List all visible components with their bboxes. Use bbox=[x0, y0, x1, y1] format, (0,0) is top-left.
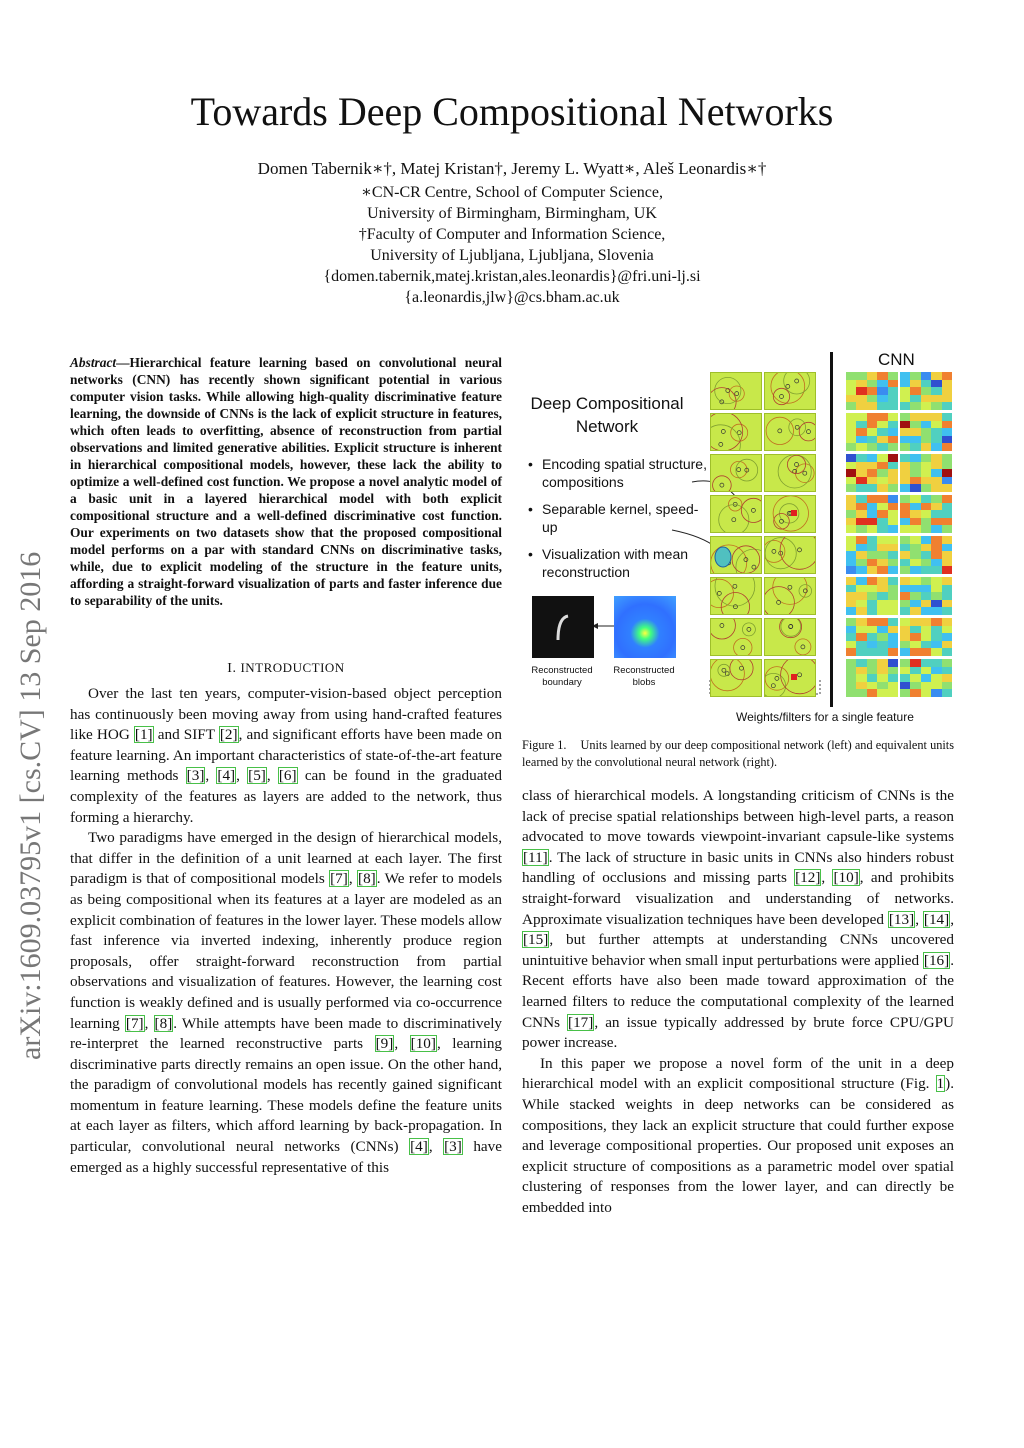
section-title: INTRODUCTION bbox=[240, 660, 345, 675]
citation-link[interactable]: [5] bbox=[248, 767, 266, 785]
affiliation-line: {domen.tabernik,matej.kristan,ales.leonardis}@fri.uni-lj.si bbox=[323, 268, 701, 285]
abstract bbox=[70, 354, 502, 609]
affiliation-line: University of Ljubljana, Ljubljana, Slovenia bbox=[370, 247, 654, 264]
citation-link[interactable]: [12] bbox=[795, 869, 821, 887]
dcn-unit-cell bbox=[710, 413, 762, 451]
figure-heading: Deep Compositional Network bbox=[530, 394, 684, 436]
cnn-filter-cell bbox=[846, 413, 898, 451]
section-number: I. bbox=[227, 661, 237, 676]
cnn-filter-cell bbox=[900, 413, 952, 451]
citation-link[interactable]: [11] bbox=[523, 848, 548, 866]
dcn-unit-cell bbox=[710, 577, 762, 615]
figure-divider bbox=[830, 352, 833, 707]
citation-link[interactable]: 1 bbox=[936, 1075, 945, 1093]
citation-link[interactable]: [2] bbox=[219, 726, 238, 744]
recon-blobs-label: Reconstructed blobs bbox=[613, 665, 675, 688]
citation-link[interactable]: [8] bbox=[154, 1014, 173, 1032]
dcn-unit-cell bbox=[710, 618, 762, 656]
citation-link[interactable]: [3] bbox=[444, 1138, 462, 1156]
abstract-text: —Hierarchical feature learning based on convolutional neural networks (CNN) has recently shown significant potential in various computer vision tasks. While allowing high-quality discriminative feature learning, the downside of CNNs is the lack of explicit structure in features, which often leads to overfitting, absence of reconstruction from partial observations and limited generative abilities. Explicit structure is inherent in hierarchical compositional models, however, these lack the ability to optimize a well-defined cost function. We propose a novel analytic model of a basic unit in a layered hierarchical model with both explicit compositional structure and a well-defined discriminative cost function. Our experiments on two datasets show that the proposed compositional model performs on a par with standard CNNs on discriminative tasks, while, due to explicit modeling of the structure in the feature units, affording a straight-forward visualization of parts and faster inference due to separability of the units. bbox=[70, 355, 502, 608]
dcn-unit-cell bbox=[710, 536, 762, 574]
affiliation-line: University of Birmingham, Birmingham, UK bbox=[367, 205, 657, 222]
affiliations bbox=[0, 182, 1024, 308]
cnn-filter-cell bbox=[900, 495, 952, 533]
affiliation-line: †Faculty of Computer and Information Science, bbox=[358, 226, 666, 243]
cnn-filter-cell bbox=[846, 618, 898, 656]
cnn-filter-cell bbox=[900, 536, 952, 574]
dcn-unit-cell bbox=[764, 659, 816, 697]
reconstructed-boundary-image bbox=[532, 596, 594, 658]
dcn-unit-cell bbox=[764, 413, 816, 451]
dcn-unit-cell bbox=[764, 495, 816, 533]
cnn-filter-cell bbox=[846, 454, 898, 492]
citation-link[interactable]: [10] bbox=[410, 1035, 436, 1053]
cnn-filter-cell bbox=[900, 659, 952, 697]
intro-right-paragraph: class of hierarchical models. A longstanding criticism of CNNs is the lack of precise spatial relationships between high-level parts, a reason advocated to move towards viewpoint-invariant capsule-like systems [11]. The lack of structure in basic units in CNNs also hinders robust handling of occlusions and missing parts [12], [10], and prohibits straight-forward visualization and understanding of networks. Approximate visualization techniques have been developed [13], [14], [15], but further attempts at understanding CNNs uncovered unintuitive behavior when small input perturbations were applied [16]. Recent efforts have also been made toward approximation of the learned filters to reduce the computational complexity of the learned CNNs [17], an issue typically addressed by brute force CPU/GPU power increase. bbox=[522, 787, 954, 1052]
dcn-unit-cell bbox=[710, 659, 762, 697]
dcn-unit-cell bbox=[710, 454, 762, 492]
caption-label: Figure 1. bbox=[522, 738, 567, 752]
citation-link[interactable]: [9] bbox=[375, 1035, 394, 1053]
abstract-label: Abstract bbox=[70, 355, 117, 370]
affiliation-line: {a.leonardis,jlw}@cs.bham.ac.uk bbox=[404, 289, 620, 306]
dcn-unit-cell bbox=[764, 536, 816, 574]
citation-link[interactable]: [13] bbox=[888, 910, 915, 928]
dcn-unit-cell bbox=[764, 577, 816, 615]
citation-link[interactable]: [6] bbox=[278, 767, 297, 785]
citation-link[interactable]: [7] bbox=[125, 1014, 144, 1032]
citation-link[interactable]: [17] bbox=[568, 1013, 594, 1031]
weights-label: Weights/filters for a single feature bbox=[736, 710, 914, 724]
cnn-filter-cell bbox=[846, 372, 898, 410]
paper-title: Towards Deep Compositional Networks bbox=[190, 89, 834, 134]
dcn-unit-cell bbox=[710, 495, 762, 533]
cnn-filter-cell bbox=[900, 577, 952, 615]
figure-1 bbox=[522, 350, 962, 735]
intro-left-paragraph: Two paradigms have emerged in the design of hierarchical models, that differ in the definition of a unit learned at each layer. The first paradigm is that of compositional models [7], [8]. We refer to models as being compositional when its features at a layer are modeled as an explicit combination of features in the lower layer. These models allow fast inference via inverted indexing, inherently produce region proposals, offer straight-forward reconstruction from partial observations and visualization of features. However, the learning cost function is weakly defined and is usually performed via co-occurrence learning [7], [8]. While attempts have been made to discriminatively re-interpret the learned reconstructive parts [9], [10], learning discriminative parts directly remains an open issue. On the other hand, the paradigm of convolutional models has recently gained significant momentum in feature learning. These models define the feature units at each layer as filters, which afford learning by back-propagation. In particular, convolutional neural networks (CNNs) [4], [3] have emerged as a highly successful representative of this bbox=[70, 829, 503, 1176]
affiliation-line: ∗CN-CR Centre, School of Computer Science, bbox=[361, 184, 663, 201]
cnn-filter-cell bbox=[900, 454, 952, 492]
figure-bullet: • Visualization with mean reconstruction bbox=[528, 545, 708, 581]
citation-link[interactable]: [4] bbox=[410, 1138, 428, 1156]
recon-boundary-label: Reconstructed boundary bbox=[531, 665, 593, 688]
cnn-filter-cell bbox=[846, 536, 898, 574]
dcn-unit-cell bbox=[764, 618, 816, 656]
citation-link[interactable]: [15] bbox=[523, 931, 549, 949]
cnn-filter-cell bbox=[900, 372, 952, 410]
dcn-unit-cell bbox=[710, 372, 762, 410]
citation-link[interactable]: [7] bbox=[330, 870, 348, 888]
citation-link[interactable]: [8] bbox=[358, 870, 376, 888]
citation-link[interactable]: [10] bbox=[833, 869, 859, 887]
cnn-filter-cell bbox=[900, 618, 952, 656]
cnn-filter-cell bbox=[846, 659, 898, 697]
citation-link[interactable]: [16] bbox=[923, 951, 950, 969]
citation-link[interactable]: [4] bbox=[217, 767, 236, 785]
citation-link[interactable]: [14] bbox=[923, 910, 950, 928]
figure-bullet: • Encoding spatial structure, compositions bbox=[528, 455, 708, 491]
intro-right-column bbox=[522, 786, 954, 1218]
intro-left-paragraph: Over the last ten years, computer-vision-based object perception has continuously been moving away from using hand-crafted features like HOG [1] and SIFT [2], and significant efforts have been made on feature learning. An important characteristics of state-of-the-art feature learning methods [3], [4], [5], [6] can be found in the graduated complexity of the features as layers are added to the network, thus forming a hierarchy. bbox=[70, 685, 502, 826]
cnn-filter-cell bbox=[846, 577, 898, 615]
figure-caption bbox=[522, 737, 954, 771]
section-heading-introduction bbox=[70, 660, 502, 677]
author-list: Domen Tabernik∗†, Matej Kristan†, Jeremy L. Wyatt∗, Aleš Leonardis∗† bbox=[257, 159, 767, 178]
dcn-unit-cell bbox=[764, 454, 816, 492]
cnn-label: CNN bbox=[878, 350, 915, 369]
dcn-unit-cell bbox=[764, 372, 816, 410]
cnn-filter-cell bbox=[846, 495, 898, 533]
caption-text: Units learned by our deep compositional network (left) and equivalent units learned by the convolutional neural network (right). bbox=[522, 738, 954, 769]
arxiv-stamp: arXiv:1609.03795v1 [cs.CV] 13 Sep 2016 bbox=[14, 551, 47, 1060]
figure-bullet: • Separable kernel, speed-up bbox=[528, 500, 708, 536]
citation-link[interactable]: [1] bbox=[134, 726, 153, 744]
intro-right-paragraph: In this paper we propose a novel form of the unit in a deep hierarchical model with an explicit compositional structure (Fig. 1). While stacked weights in deep networks can be considered as compositions, they lack an explicit structure that could further expose and leverage compositional properties. Our proposed unit exposes an explicit structure of compositions as a parametric model over spatial clustering of responses from the lower layer, and can directly be embedded into bbox=[522, 1054, 954, 1216]
citation-link[interactable]: [3] bbox=[186, 767, 205, 785]
intro-left-column bbox=[70, 684, 502, 1178]
reconstructed-blobs-image bbox=[614, 596, 676, 658]
